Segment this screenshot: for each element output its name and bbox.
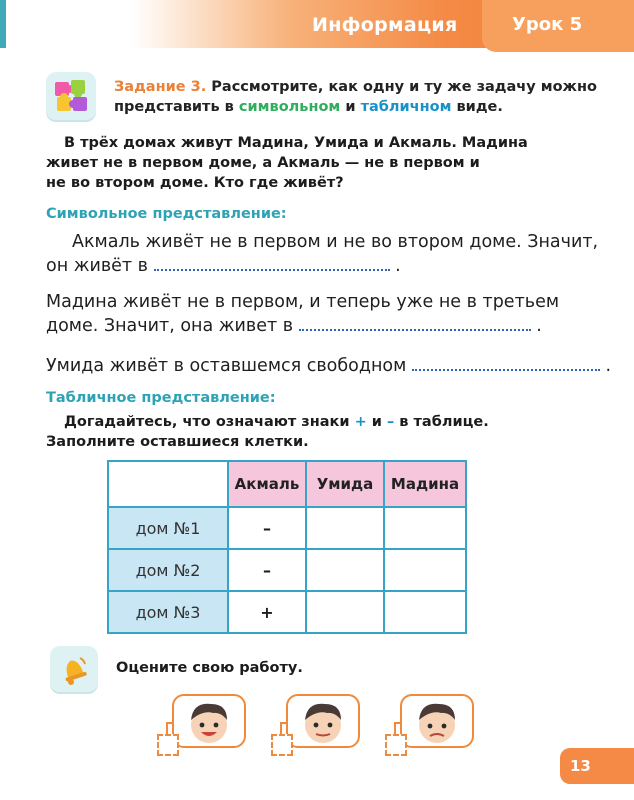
table-cell[interactable] xyxy=(384,507,466,549)
row-header-house-1: дом №1 xyxy=(108,507,228,549)
bell-icon xyxy=(50,646,98,692)
problem-line-1: В трёх домах живут Мадина, Умида и Акмаль. Мадина xyxy=(64,135,528,151)
row-header-house-3: дом №3 xyxy=(108,591,228,633)
column-header-madina: Мадина xyxy=(384,461,466,507)
rating-card-happy[interactable] xyxy=(172,694,246,748)
table-cell[interactable] xyxy=(384,549,466,591)
table-row xyxy=(108,507,466,549)
table-header-row xyxy=(108,461,466,507)
houses-table xyxy=(107,460,467,634)
table-cell: + xyxy=(228,591,306,633)
statement-2-text: доме. Значит, она живет в xyxy=(46,316,294,336)
rating-checkbox-2[interactable] xyxy=(271,734,293,756)
task-text-2c: виде. xyxy=(451,99,503,115)
table-cell[interactable] xyxy=(306,591,384,633)
period-2: . xyxy=(536,316,542,336)
table-row xyxy=(108,549,466,591)
table-cell: – xyxy=(228,549,306,591)
left-accent-stripe xyxy=(0,0,6,48)
column-header-umida: Умида xyxy=(306,461,384,507)
task-line-2 xyxy=(114,99,503,115)
answer-blank-2[interactable] xyxy=(299,317,531,331)
column-header-akmal: Акмаль xyxy=(228,461,306,507)
section-title-header: Информация xyxy=(312,14,458,36)
table-row xyxy=(108,591,466,633)
problem-line-3: не во втором доме. Кто где живёт? xyxy=(46,175,344,191)
rating-checkbox-3[interactable] xyxy=(385,734,407,756)
statement-1-line-2 xyxy=(46,256,401,276)
lesson-label: Урок 5 xyxy=(512,14,583,35)
statement-2-line-2 xyxy=(46,316,542,336)
hint-line-2: Заполните оставшиеся клетки. xyxy=(46,434,309,450)
symbolic-section-title: Символьное представление: xyxy=(46,206,287,222)
sad-face-icon xyxy=(411,698,463,748)
connector-line xyxy=(166,722,168,734)
neutral-face-icon xyxy=(297,698,349,748)
table-cell: – xyxy=(228,507,306,549)
puzzle-icon xyxy=(46,72,96,120)
answer-blank-3[interactable] xyxy=(412,357,600,371)
rating-checkbox-1[interactable] xyxy=(157,734,179,756)
statement-3-text: Умида живёт в оставшемся свободном xyxy=(46,356,407,376)
table-cell[interactable] xyxy=(384,591,466,633)
row-header-house-2: дом №2 xyxy=(108,549,228,591)
period-1: . xyxy=(395,256,401,276)
tabular-word: табличном xyxy=(360,99,452,115)
statement-1-line-1: Акмаль живёт не в первом и не во втором доме. Значит, xyxy=(72,232,599,252)
hint-line-1 xyxy=(64,414,489,430)
symbolic-word: символьном xyxy=(238,99,341,115)
minus-sign: – xyxy=(387,414,395,430)
period-3: . xyxy=(605,356,612,376)
table-corner xyxy=(108,461,228,507)
connector-line xyxy=(280,722,282,734)
evaluate-text: Оцените свою работу. xyxy=(116,660,303,676)
hint-text-a: Догадайтесь, что означают знаки xyxy=(64,414,355,430)
plus-sign: + xyxy=(354,414,367,430)
table-cell[interactable] xyxy=(306,507,384,549)
happy-face-icon xyxy=(183,698,235,748)
hint-text-c: в таблице. xyxy=(394,414,489,430)
hint-text-b: и xyxy=(366,414,387,430)
tabular-section-title: Табличное представление: xyxy=(46,390,276,406)
statement-2-line-1: Мадина живёт не в первом, и теперь уже не в третьем xyxy=(46,292,560,312)
answer-blank-1[interactable] xyxy=(154,257,390,271)
page-number: 13 xyxy=(570,757,591,775)
problem-line-2: живет не в первом доме, а Акмаль — не в первом и xyxy=(46,155,480,171)
table-cell[interactable] xyxy=(306,549,384,591)
rating-card-sad[interactable] xyxy=(400,694,474,748)
task-text-1: Рассмотрите, как одну и ту же задачу можно xyxy=(206,79,597,95)
connector-line xyxy=(394,722,396,734)
task-label: Задание 3. xyxy=(114,79,207,95)
task-text-2b: и xyxy=(340,99,361,115)
statement-3-line-1 xyxy=(46,356,611,376)
task-text-2a: представить в xyxy=(114,99,239,115)
statement-1-text: он живёт в xyxy=(46,256,149,276)
rating-card-neutral[interactable] xyxy=(286,694,360,748)
task-line-1 xyxy=(114,79,597,95)
